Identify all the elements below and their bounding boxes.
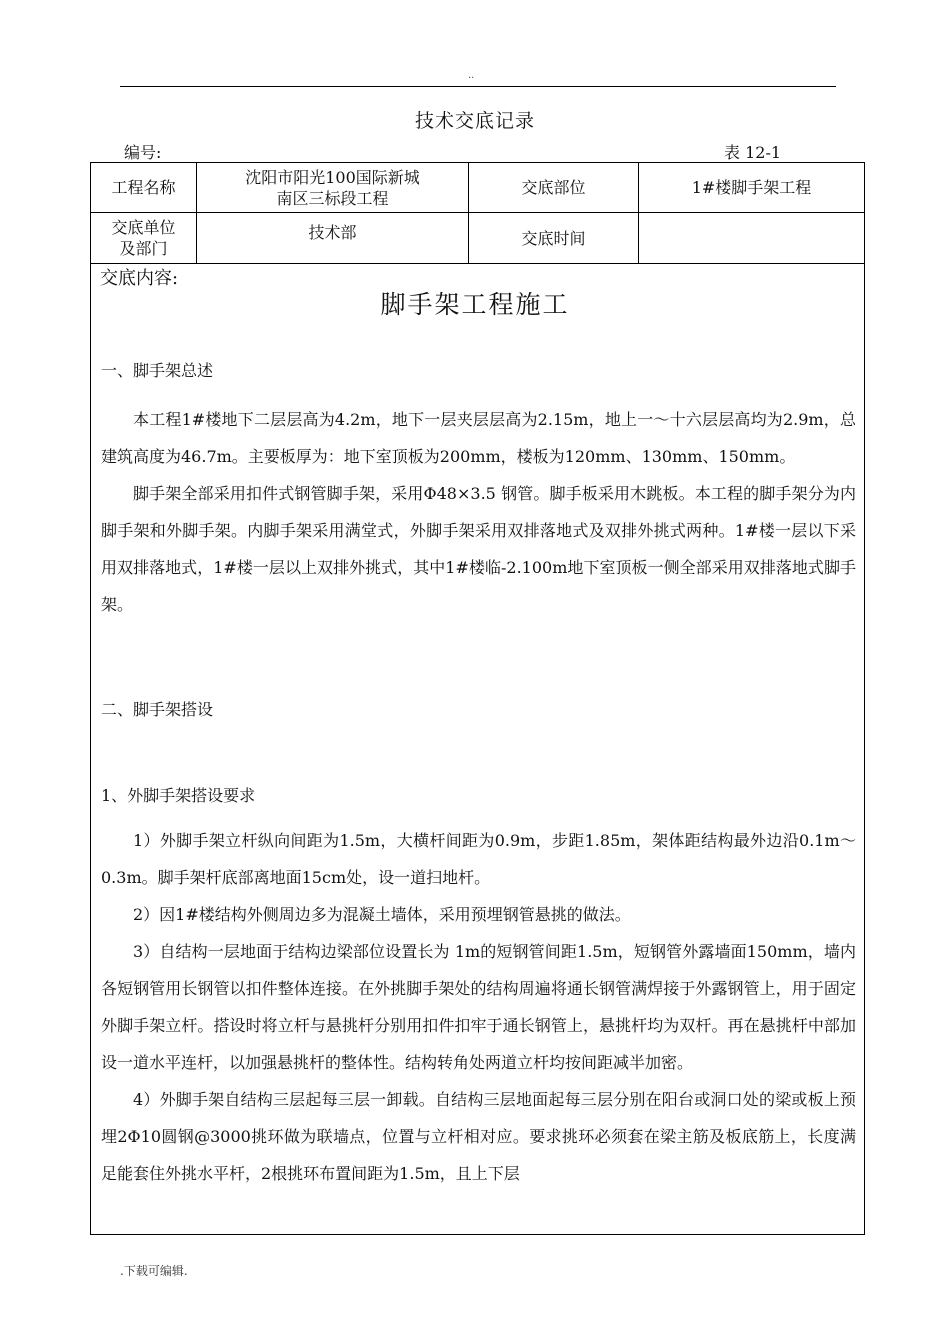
table-row-divider [90,263,865,264]
time-value [639,213,864,263]
unit-label [91,213,196,263]
requirement-item-4: 4）外脚手架自结构三层起每三层一卸载。自结构三层地面起每三层分别在阳台或洞口处的梁或板上预埋2Φ10圆钢@3000挑环做为联墙点，位置与立杆相对应。要求挑环必须套在梁主筋及板底筋上，长度满足能套住外挑水平杆，2根挑环布置间距为1.5m，且上下层 [101,1090,856,1183]
content-label: 交底内容: [100,268,179,289]
project-name-line2: 南区三标段工程 [276,188,389,208]
header-mark: .. [468,70,475,81]
main-heading: 脚手架工程施工 [380,290,570,319]
section-1-body [101,401,856,623]
number-label: 编号: [124,143,162,162]
time-label: 交底时间 [521,228,586,248]
section-1-title: 一、脚手架总述 [101,361,214,380]
requirement-item-3: 3）自结构一层地面于结构边梁部位设置长为 1m的短钢管间距1.5m，短钢管外露墙面150mm，墙内各短钢管用长钢管以扣件整体连接。在外挑脚手架处的结构周遍将通长钢管满焊接于外露钢管上，用于固定外脚手架立杆。搭设时将立杆与悬挑杆分别用扣件扣牢于通长钢管上，悬挑杆均为双杆。再在悬挑杆中部加设一道水平连杆，以加强悬挑杆的整体性。结构转角处两道立杆均按间距减半加密。 [101,942,856,1072]
requirement-item-2: 2）因1#楼结构外侧周边多为混凝土墙体，采用预埋钢管悬挑的做法。 [133,905,631,924]
footer-note: .下载可编辑. [120,1264,188,1278]
section-1-paragraph-1: 本工程1#楼地下二层层高为4.2m，地下一层夹层层高为2.15m，地上一～十六层层高均为2.9m，总建筑高度为46.7m。主要板厚为：地下室顶板为200mm，楼板为120mm、130mm、150mm。 [101,410,856,466]
unit-value: 技术部 [308,222,357,242]
subsection-1-title: 1、外脚手架搭设要求 [101,786,256,805]
project-name-value [197,163,468,212]
requirement-item-1: 1）外脚手架立杆纵向间距为1.5m，大横杆间距为0.9m，步距1.85m，架体距结构最外边沿0.1m～0.3m。脚手架杆底部离地面15cm处，设一道扫地杆。 [101,831,856,887]
form-number: 表 12-1 [724,143,782,162]
section-2-title: 二、脚手架搭设 [101,700,214,719]
subsection-1-body [101,822,856,1192]
disclosure-part-value: 1#楼脚手架工程 [691,178,812,197]
section-1-paragraph-2: 脚手架全部采用扣件式钢管脚手架，采用Φ48×3.5 钢管。脚手板采用木跳板。本工程的脚手架分为内脚手架和外脚手架。内脚手架采用满堂式，外脚手架采用双排落地式及双排外挑式两种。1#楼一层以下采用双排落地式，1#楼一层以上双排外挑式，其中1#楼临-2.100m地下室顶板一侧全部采用双排落地式脚手架。 [101,484,856,614]
document-title: 技术交底记录 [414,110,535,132]
project-name-label: 工程名称 [111,178,176,197]
unit-label-line2: 及部门 [119,239,168,258]
header-rule [120,86,836,87]
unit-label-line1: 交底单位 [111,218,176,237]
project-name-line1: 沈阳市阳光100国际新城 [245,167,420,187]
disclosure-part-label: 交底部位 [521,178,586,197]
